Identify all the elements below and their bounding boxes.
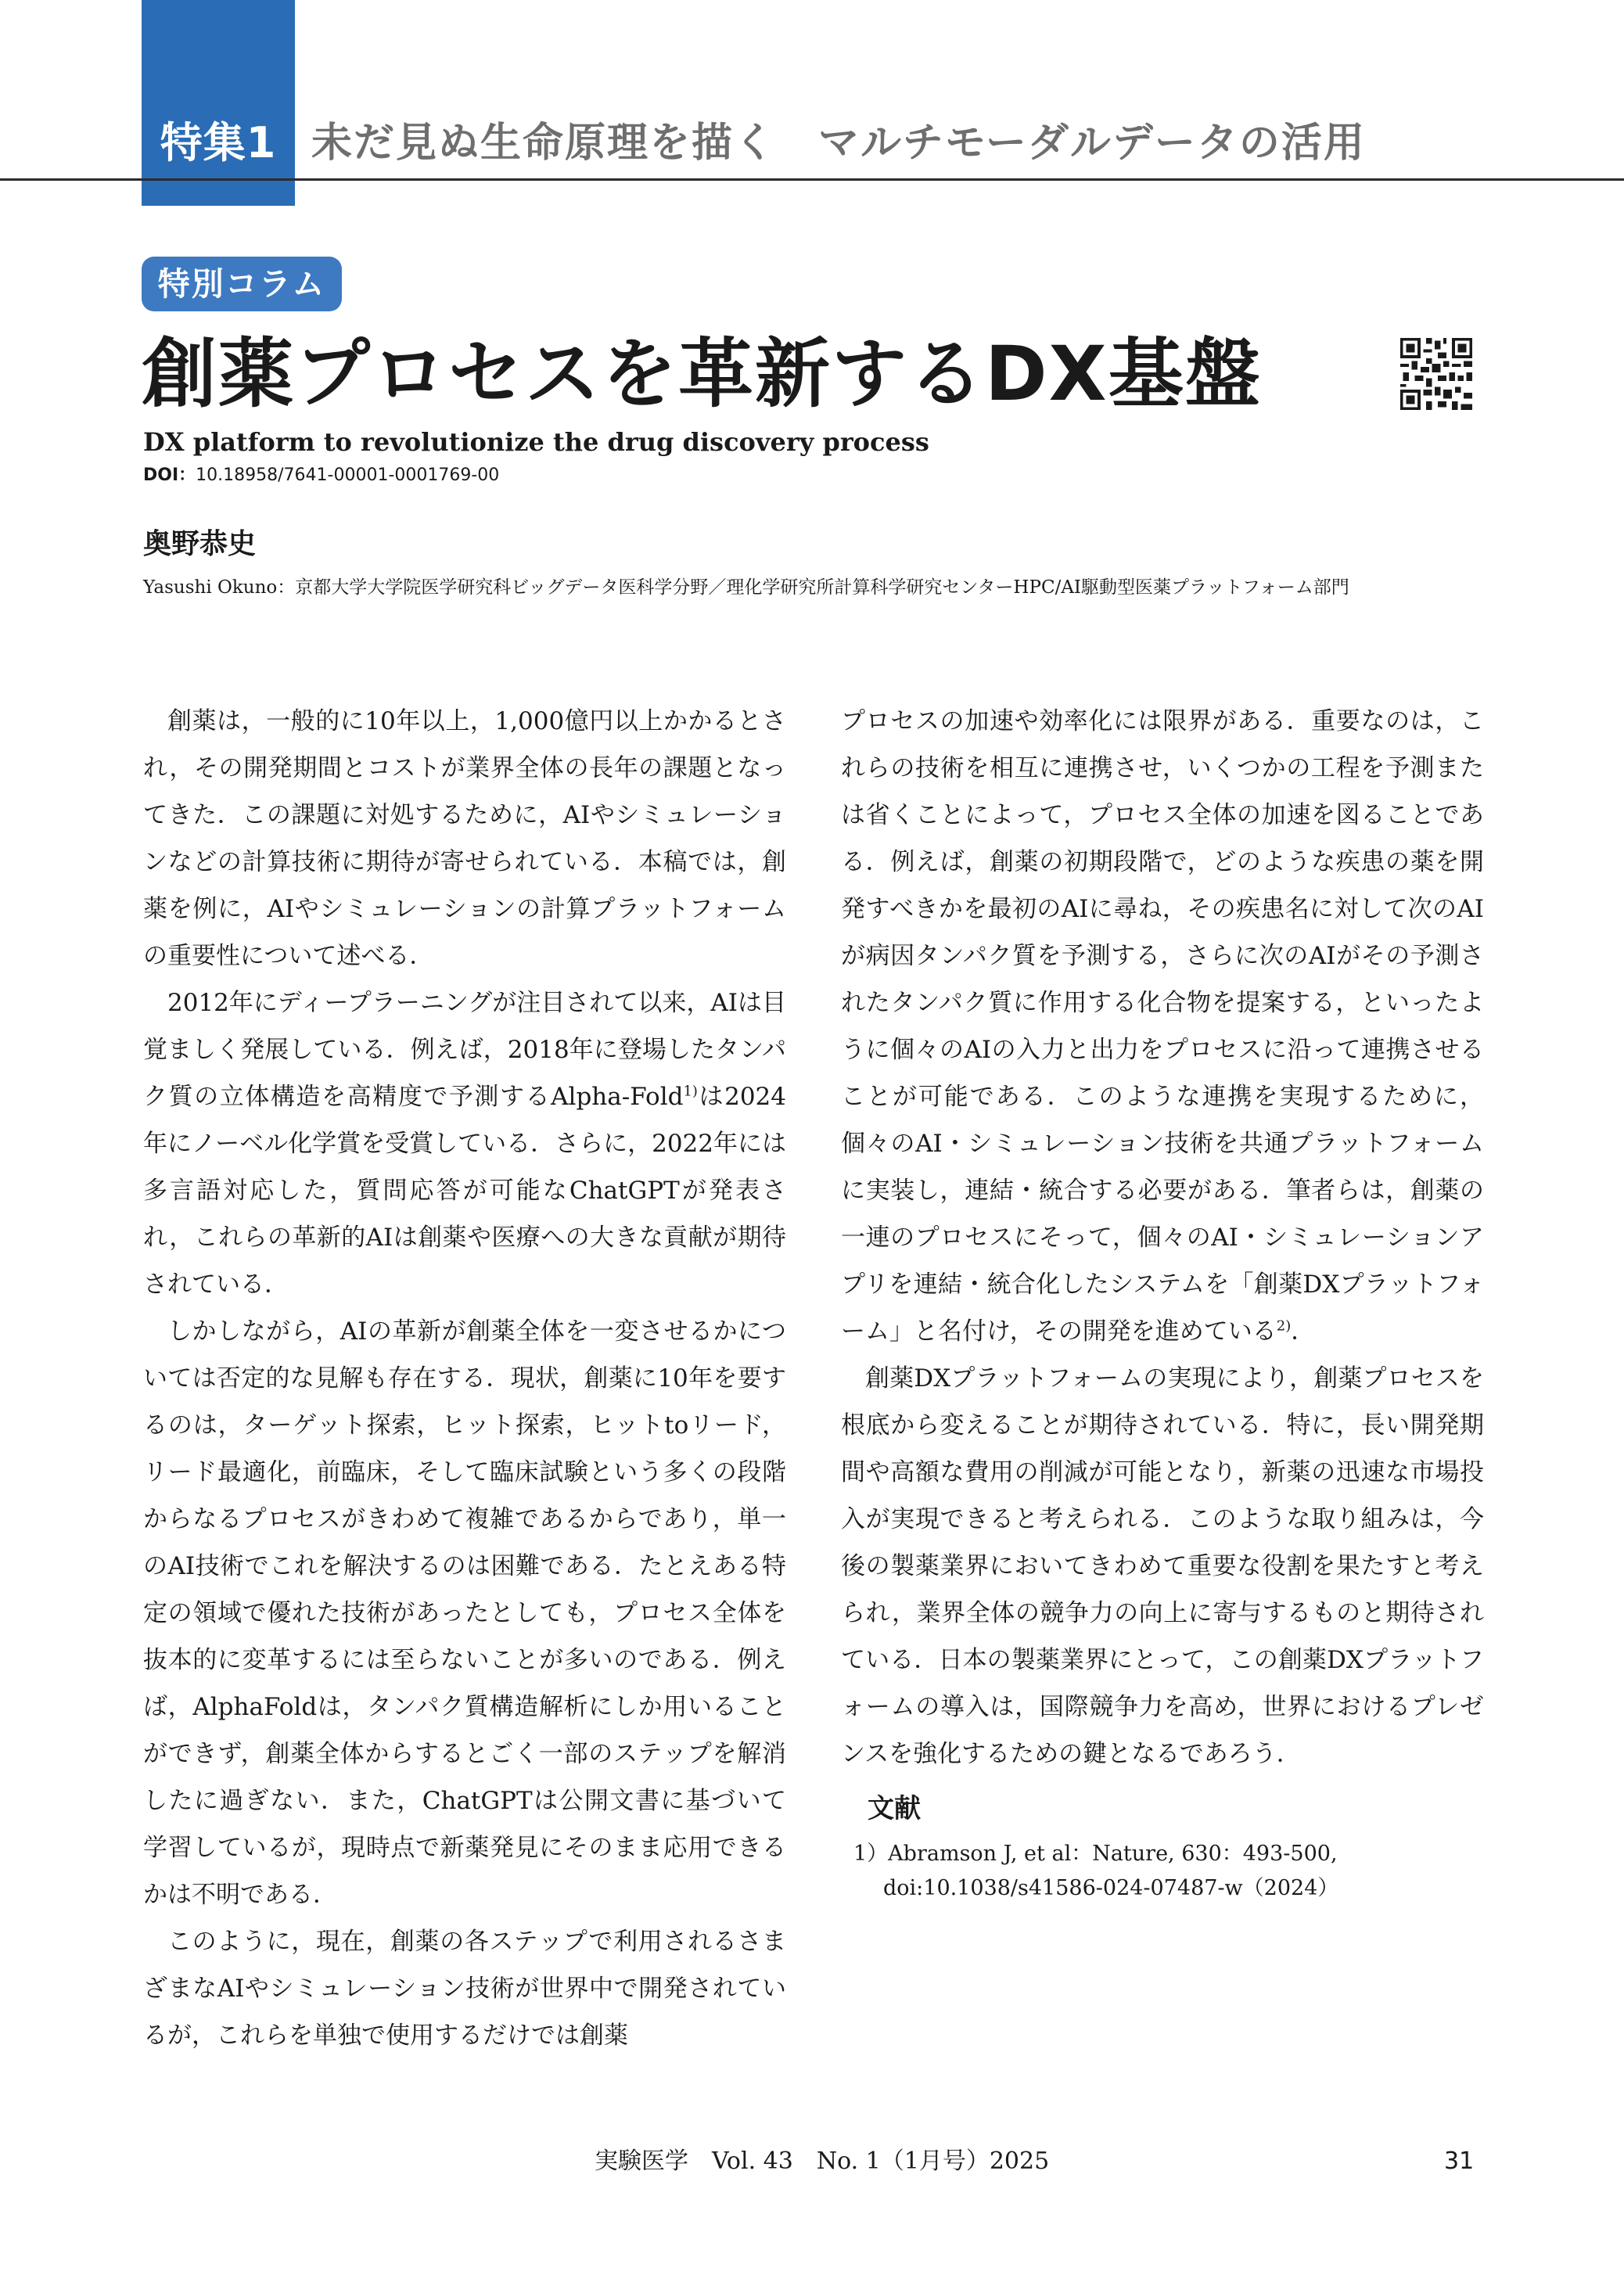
doi-label: DOI：	[143, 465, 196, 485]
reference-mark[interactable]: 1)	[683, 1083, 698, 1100]
references-heading: 文献	[868, 1793, 921, 1824]
article-title-en: DX platform to revolutionize the drug discovery process	[143, 427, 929, 457]
author-affiliation: Yasushi Okuno：京都大学大学院医学研究科ビッグデータ医科学分野／理化学研究所計算科学研究センターHPC/AI駆動型医薬プラットフォーム部門	[143, 577, 1349, 598]
feature-tab-label: 特集1	[160, 118, 277, 167]
paragraph: 創薬DXプラットフォームの実現により，創薬プロセスを根底から変えることが期待されている．特に，長い開発期間や高額な費用の削減が可能となり，新薬の迅速な市場投入が実現できると考えられる．このような取り組みは，今後の製薬業界においてきわめて重要な役割を果たすと考えられ，業界全体の競争力の向上に寄与するものと期待されている．日本の製薬業界にとって，この創薬DXプラットフォームの導入は，国際競争力を高め，世界におけるプレゼンスを強化するための鍵となるであろう．	[841, 1364, 1484, 1768]
feature-title: 未だ見ぬ生命原理を描く マルチモーダルデータの活用	[311, 120, 1366, 167]
paragraph-text: プロセスの加速や効率化には限界がある．重要なのは，これらの技術を相互に連携させ，いくつかの工程を予測または省くことによって，プロセス全体の加速を図ることである．例えば，創薬の初期段階で，どのような疾患の薬を開発すべきかを最初のAIに尋ね，その疾患名に対して次のAIが病因タンパク質を予測する，さらに次のAIがその予測されたタンパク質に作用する化合物を提案する，といったように個々のAIの入力と出力をプロセスに沿って連携させることが可能である．このような連携を実現するために，個々のAI・シミュレーション技術を共通プラットフォームに実装し，連結・統合する必要がある．筆者らは，創薬の一連のプロセスにそって，個々のAI・シミュレーションアプリを連結・統合化したシステムを「創薬DXプラットフォーム」と名付け，その開発を進めている	[841, 707, 1484, 1346]
journal-footer: 実験医学 Vol. 43 No. 1（1月号）2025	[595, 2147, 1050, 2175]
body-column-left	[143, 698, 786, 2059]
page-number: 31	[1444, 2147, 1475, 2175]
paragraph	[143, 979, 786, 1308]
reference-item: 1）Abramson J, et al：Nature, 630：493-500, doi:10.1038/s41586-024-07487-w（2024）	[853, 1842, 1339, 1900]
paragraph-text: 2012年にディープラーニングが注目されて以来，AIは目覚ましく発展している．例えば，2018年に登場したタンパク質の立体構造を高精度で予測するAlpha-Fold	[143, 989, 786, 1111]
reference-mark[interactable]: 2)	[1276, 1317, 1292, 1335]
paragraph: このように，現在，創薬の各ステップで利用されるさまざまなAIやシミュレーション技術が世界中で開発されているが，これらを単独で使用するだけでは創薬	[143, 1928, 786, 2050]
column-badge: 特別コラム	[142, 257, 342, 311]
author-name: 奥野恭史	[143, 528, 257, 560]
qr-code-icon[interactable]	[1400, 338, 1472, 410]
paragraph	[841, 698, 1484, 1355]
paragraph: しかしながら，AIの革新が創薬全体を一変させるかについては否定的な見解も存在する．現状，創薬に10年を要するのは，ターゲット探索，ヒット探索，ヒットtoリード，リード最適化，前臨床，そして臨床試験という多くの段階からなるプロセスがきわめて複雑であるからであり，単一のAI技術でこれを解決するのは困難である．たとえある特定の領域で優れた技術があったとしても，プロセス全体を抜本的に変革するには至らないことが多いのである．例えば，AlphaFoldは，タンパク質構造解析にしか用いることができず，創薬全体からするとごく一部のステップを解消したに過ぎない．また，ChatGPTは公開文書に基づいて学習しているが，現時点で新薬発見にそのまま応用できるかは不明である．	[143, 1317, 786, 1909]
paragraph: 創薬は，一般的に10年以上，1,000億円以上かかるとされ，その開発期間とコストが業界全体の長年の課題となってきた．この課題に対処するために，AIやシミュレーションなどの計算技術に期待が寄せられている．本稿では，創薬を例に，AIやシミュレーションの計算プラットフォームの重要性について述べる．	[143, 707, 786, 970]
paragraph-text: は2024年にノーベル化学賞を受賞している．さらに，2022年には多言語対応した，質問応答が可能なChatGPTが発表され，これらの革新的AIは創薬や医療への大きな貢献が期待されている．	[143, 1083, 786, 1299]
doi-value[interactable]: 10.18958/7641-00001-0001769-00	[196, 465, 500, 485]
header-rule	[0, 178, 1624, 181]
body-column-right	[841, 698, 1484, 1906]
feature-tab	[142, 0, 295, 206]
article-title: 創薬プロセスを革新するDX基盤	[142, 330, 1262, 418]
doi	[143, 463, 499, 488]
paragraph-text: ．	[1291, 1317, 1316, 1346]
